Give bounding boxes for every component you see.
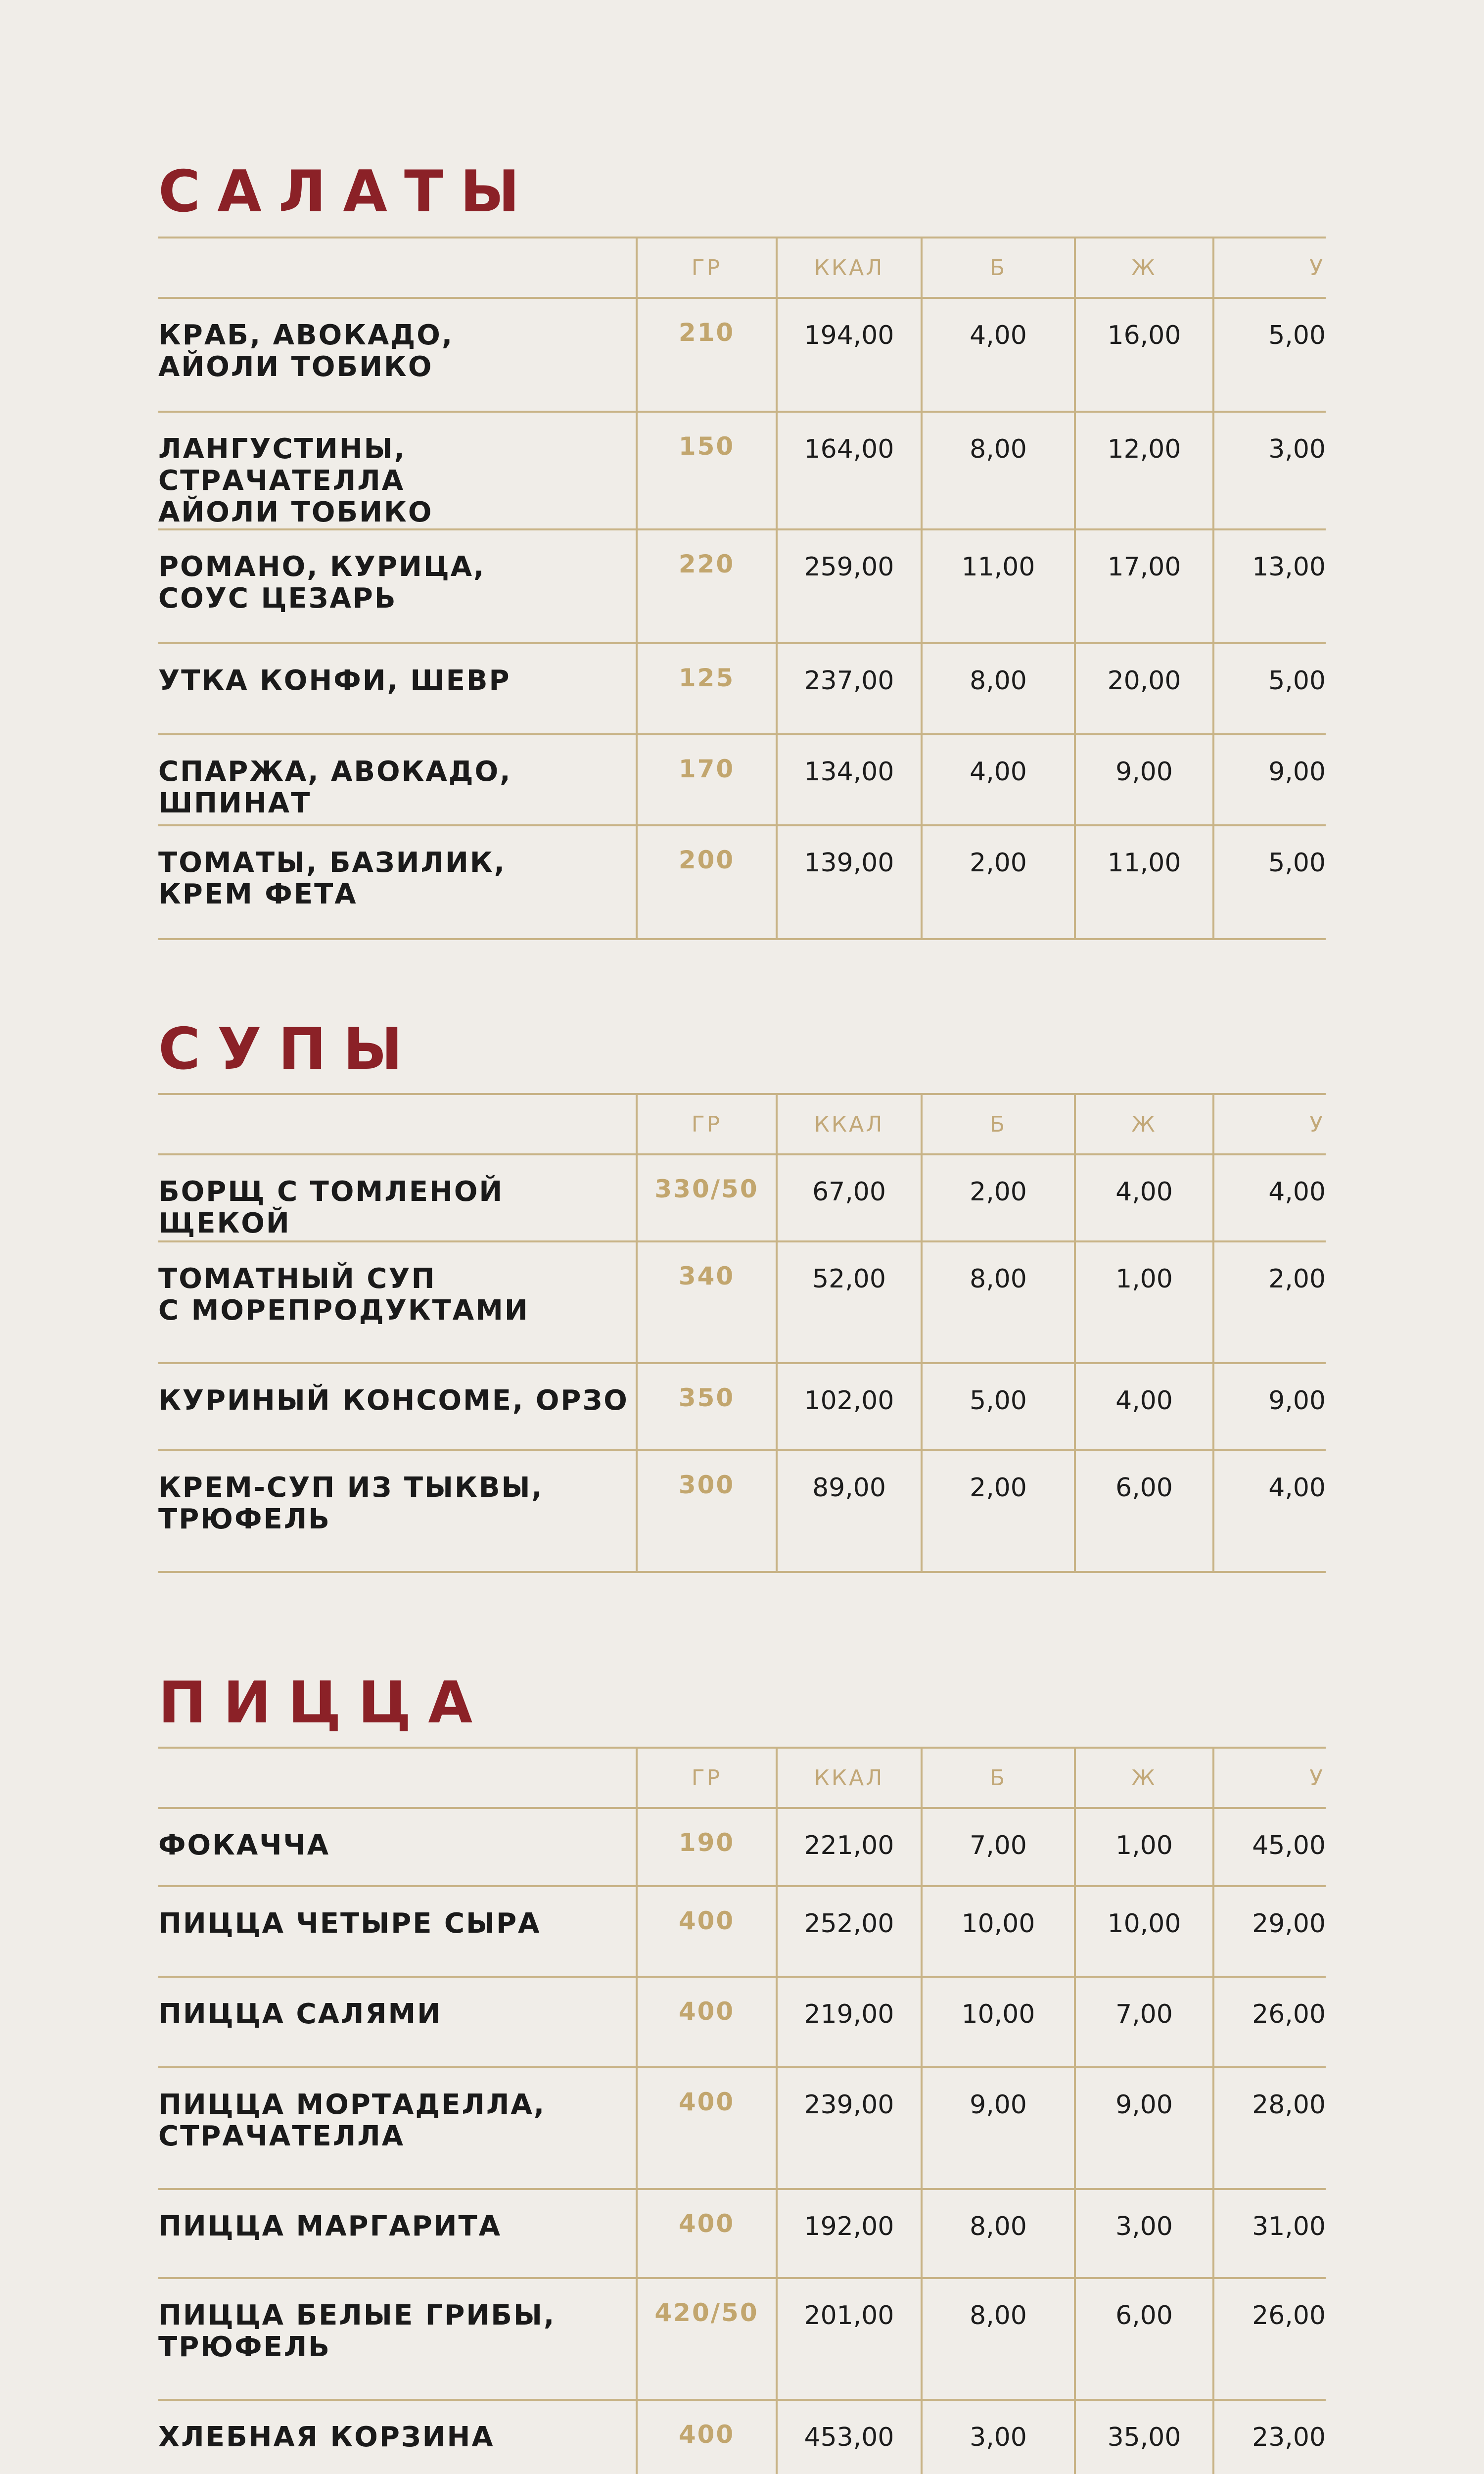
column-header-b: Б (922, 1748, 1075, 1808)
table-row (158, 1886, 1326, 1977)
dish-carbs: 29,00 (1213, 1886, 1326, 1977)
dish-fat: 9,00 (1075, 734, 1213, 825)
dish-kcal: 139,00 (777, 825, 922, 939)
table-row (158, 2067, 1326, 2189)
column-header-name (158, 1748, 637, 1808)
column-header-kcal: ККАЛ (777, 1094, 922, 1154)
dish-name: ТОМАТЫ, БАЗИЛИК, КРЕМ ФЕТА (158, 825, 637, 939)
table-row (158, 2278, 1326, 2400)
dish-name: КРЕМ-СУП ИЗ ТЫКВЫ, ТРЮФЕЛЬ (158, 1450, 637, 1572)
dish-fat: 6,00 (1075, 2278, 1213, 2400)
dish-carbs: 13,00 (1213, 529, 1326, 643)
table-header-row (158, 238, 1326, 298)
dish-name: СПАРЖА, АВОКАДО, ШПИНАТ (158, 734, 637, 825)
dish-weight: 400 (637, 2400, 777, 2474)
dish-fat: 3,00 (1075, 2189, 1213, 2278)
table-row (158, 1977, 1326, 2067)
column-header-gr: ГР (637, 1094, 777, 1154)
dish-fat: 1,00 (1075, 1808, 1213, 1886)
dish-weight: 400 (637, 1886, 777, 1977)
dish-weight: 300 (637, 1450, 777, 1572)
table-row (158, 734, 1326, 825)
table-row (158, 412, 1326, 529)
column-header-name (158, 238, 637, 298)
dish-carbs: 26,00 (1213, 1977, 1326, 2067)
dish-weight: 170 (637, 734, 777, 825)
table-row (158, 298, 1326, 412)
dish-carbs: 9,00 (1213, 1363, 1326, 1450)
section-title-soups: СУПЫ (158, 1016, 419, 1083)
dish-protein: 2,00 (922, 1154, 1075, 1241)
dish-fat: 35,00 (1075, 2400, 1213, 2474)
section-title-pizza: ПИЦЦА (158, 1669, 490, 1736)
dish-protein: 4,00 (922, 298, 1075, 412)
dish-kcal: 192,00 (777, 2189, 922, 2278)
dish-weight: 340 (637, 1241, 777, 1363)
dish-carbs: 4,00 (1213, 1450, 1326, 1572)
dish-weight: 330/50 (637, 1154, 777, 1241)
column-header-gr: ГР (637, 1748, 777, 1808)
column-header-name (158, 1094, 637, 1154)
dish-protein: 3,00 (922, 2400, 1075, 2474)
dish-kcal: 194,00 (777, 298, 922, 412)
dish-name: ТОМАТНЫЙ СУП С МОРЕПРОДУКТАМИ (158, 1241, 637, 1363)
table-header-row (158, 1094, 1326, 1154)
dish-name: ЛАНГУСТИНЫ, СТРАЧАТЕЛЛА АЙОЛИ ТОБИКО (158, 412, 637, 529)
dish-name: БОРЩ С ТОМЛЕНОЙ ЩЕКОЙ (158, 1154, 637, 1241)
column-header-zh: Ж (1075, 1748, 1213, 1808)
dish-carbs: 45,00 (1213, 1808, 1326, 1886)
table-row (158, 2189, 1326, 2278)
dish-fat: 6,00 (1075, 1450, 1213, 1572)
dish-kcal: 89,00 (777, 1450, 922, 1572)
dish-fat: 12,00 (1075, 412, 1213, 529)
dish-kcal: 102,00 (777, 1363, 922, 1450)
table-row (158, 1154, 1326, 1241)
table-row (158, 1363, 1326, 1450)
dish-protein: 2,00 (922, 825, 1075, 939)
table-row (158, 1808, 1326, 1886)
section-title-salads: САЛАТЫ (158, 158, 537, 225)
dish-weight: 400 (637, 2189, 777, 2278)
dish-carbs: 5,00 (1213, 825, 1326, 939)
dish-fat: 17,00 (1075, 529, 1213, 643)
dish-protein: 8,00 (922, 643, 1075, 734)
dish-name: РОМАНО, КУРИЦА, СОУС ЦЕЗАРЬ (158, 529, 637, 643)
dish-fat: 1,00 (1075, 1241, 1213, 1363)
dish-carbs: 23,00 (1213, 2400, 1326, 2474)
dish-kcal: 237,00 (777, 643, 922, 734)
dish-carbs: 3,00 (1213, 412, 1326, 529)
dish-fat: 7,00 (1075, 1977, 1213, 2067)
dish-carbs: 9,00 (1213, 734, 1326, 825)
dish-name: КРАБ, АВОКАДО, АЙОЛИ ТОБИКО (158, 298, 637, 412)
dish-kcal: 252,00 (777, 1886, 922, 1977)
dish-protein: 11,00 (922, 529, 1075, 643)
dish-name: ПИЦЦА ЧЕТЫРЕ СЫРА (158, 1886, 637, 1977)
dish-weight: 190 (637, 1808, 777, 1886)
column-header-b: Б (922, 1094, 1075, 1154)
dish-kcal: 239,00 (777, 2067, 922, 2189)
dish-carbs: 28,00 (1213, 2067, 1326, 2189)
dish-carbs: 31,00 (1213, 2189, 1326, 2278)
column-header-gr: ГР (637, 238, 777, 298)
dish-protein: 10,00 (922, 1977, 1075, 2067)
dish-fat: 9,00 (1075, 2067, 1213, 2189)
dish-carbs: 4,00 (1213, 1154, 1326, 1241)
dish-kcal: 52,00 (777, 1241, 922, 1363)
column-header-zh: Ж (1075, 1094, 1213, 1154)
dish-weight: 200 (637, 825, 777, 939)
dish-carbs: 5,00 (1213, 298, 1326, 412)
dish-kcal: 134,00 (777, 734, 922, 825)
soups-table (158, 1093, 1326, 1573)
dish-protein: 8,00 (922, 1241, 1075, 1363)
dish-kcal: 201,00 (777, 2278, 922, 2400)
dish-fat: 11,00 (1075, 825, 1213, 939)
dish-weight: 400 (637, 1977, 777, 2067)
table-row (158, 2400, 1326, 2474)
dish-kcal: 221,00 (777, 1808, 922, 1886)
dish-name: ФОКАЧЧА (158, 1808, 637, 1886)
column-header-u: У (1213, 1094, 1326, 1154)
dish-name: ПИЦЦА МАРГАРИТА (158, 2189, 637, 2278)
dish-name: ПИЦЦА САЛЯМИ (158, 1977, 637, 2067)
dish-carbs: 26,00 (1213, 2278, 1326, 2400)
dish-protein: 4,00 (922, 734, 1075, 825)
dish-protein: 8,00 (922, 412, 1075, 529)
dish-protein: 2,00 (922, 1450, 1075, 1572)
column-header-b: Б (922, 238, 1075, 298)
dish-protein: 8,00 (922, 2278, 1075, 2400)
dish-kcal: 219,00 (777, 1977, 922, 2067)
dish-protein: 5,00 (922, 1363, 1075, 1450)
table-row (158, 1241, 1326, 1363)
dish-fat: 4,00 (1075, 1363, 1213, 1450)
dish-weight: 210 (637, 298, 777, 412)
table-header-row (158, 1748, 1326, 1808)
column-header-kcal: ККАЛ (777, 1748, 922, 1808)
table-row (158, 825, 1326, 939)
dish-kcal: 259,00 (777, 529, 922, 643)
dish-name: ПИЦЦА БЕЛЫЕ ГРИБЫ, ТРЮФЕЛЬ (158, 2278, 637, 2400)
dish-protein: 9,00 (922, 2067, 1075, 2189)
column-header-kcal: ККАЛ (777, 238, 922, 298)
dish-protein: 8,00 (922, 2189, 1075, 2278)
table-row (158, 529, 1326, 643)
dish-kcal: 164,00 (777, 412, 922, 529)
column-header-u: У (1213, 1748, 1326, 1808)
pizza-table (158, 1747, 1326, 2474)
column-header-zh: Ж (1075, 238, 1213, 298)
dish-weight: 420/50 (637, 2278, 777, 2400)
dish-name: ПИЦЦА МОРТАДЕЛЛА, СТРАЧАТЕЛЛА (158, 2067, 637, 2189)
dish-fat: 16,00 (1075, 298, 1213, 412)
dish-name: КУРИНЫЙ КОНСОМЕ, ОРЗО (158, 1363, 637, 1450)
dish-protein: 10,00 (922, 1886, 1075, 1977)
dish-weight: 350 (637, 1363, 777, 1450)
table-row (158, 643, 1326, 734)
dish-weight: 150 (637, 412, 777, 529)
dish-protein: 7,00 (922, 1808, 1075, 1886)
dish-fat: 4,00 (1075, 1154, 1213, 1241)
dish-name: УТКА КОНФИ, ШЕВР (158, 643, 637, 734)
dish-weight: 220 (637, 529, 777, 643)
dish-name: ХЛЕБНАЯ КОРЗИНА (158, 2400, 637, 2474)
dish-kcal: 67,00 (777, 1154, 922, 1241)
dish-kcal: 453,00 (777, 2400, 922, 2474)
dish-fat: 20,00 (1075, 643, 1213, 734)
dish-carbs: 5,00 (1213, 643, 1326, 734)
dish-weight: 125 (637, 643, 777, 734)
dish-carbs: 2,00 (1213, 1241, 1326, 1363)
salads-table (158, 237, 1326, 940)
dish-weight: 400 (637, 2067, 777, 2189)
table-row (158, 1450, 1326, 1572)
dish-fat: 10,00 (1075, 1886, 1213, 1977)
column-header-u: У (1213, 238, 1326, 298)
